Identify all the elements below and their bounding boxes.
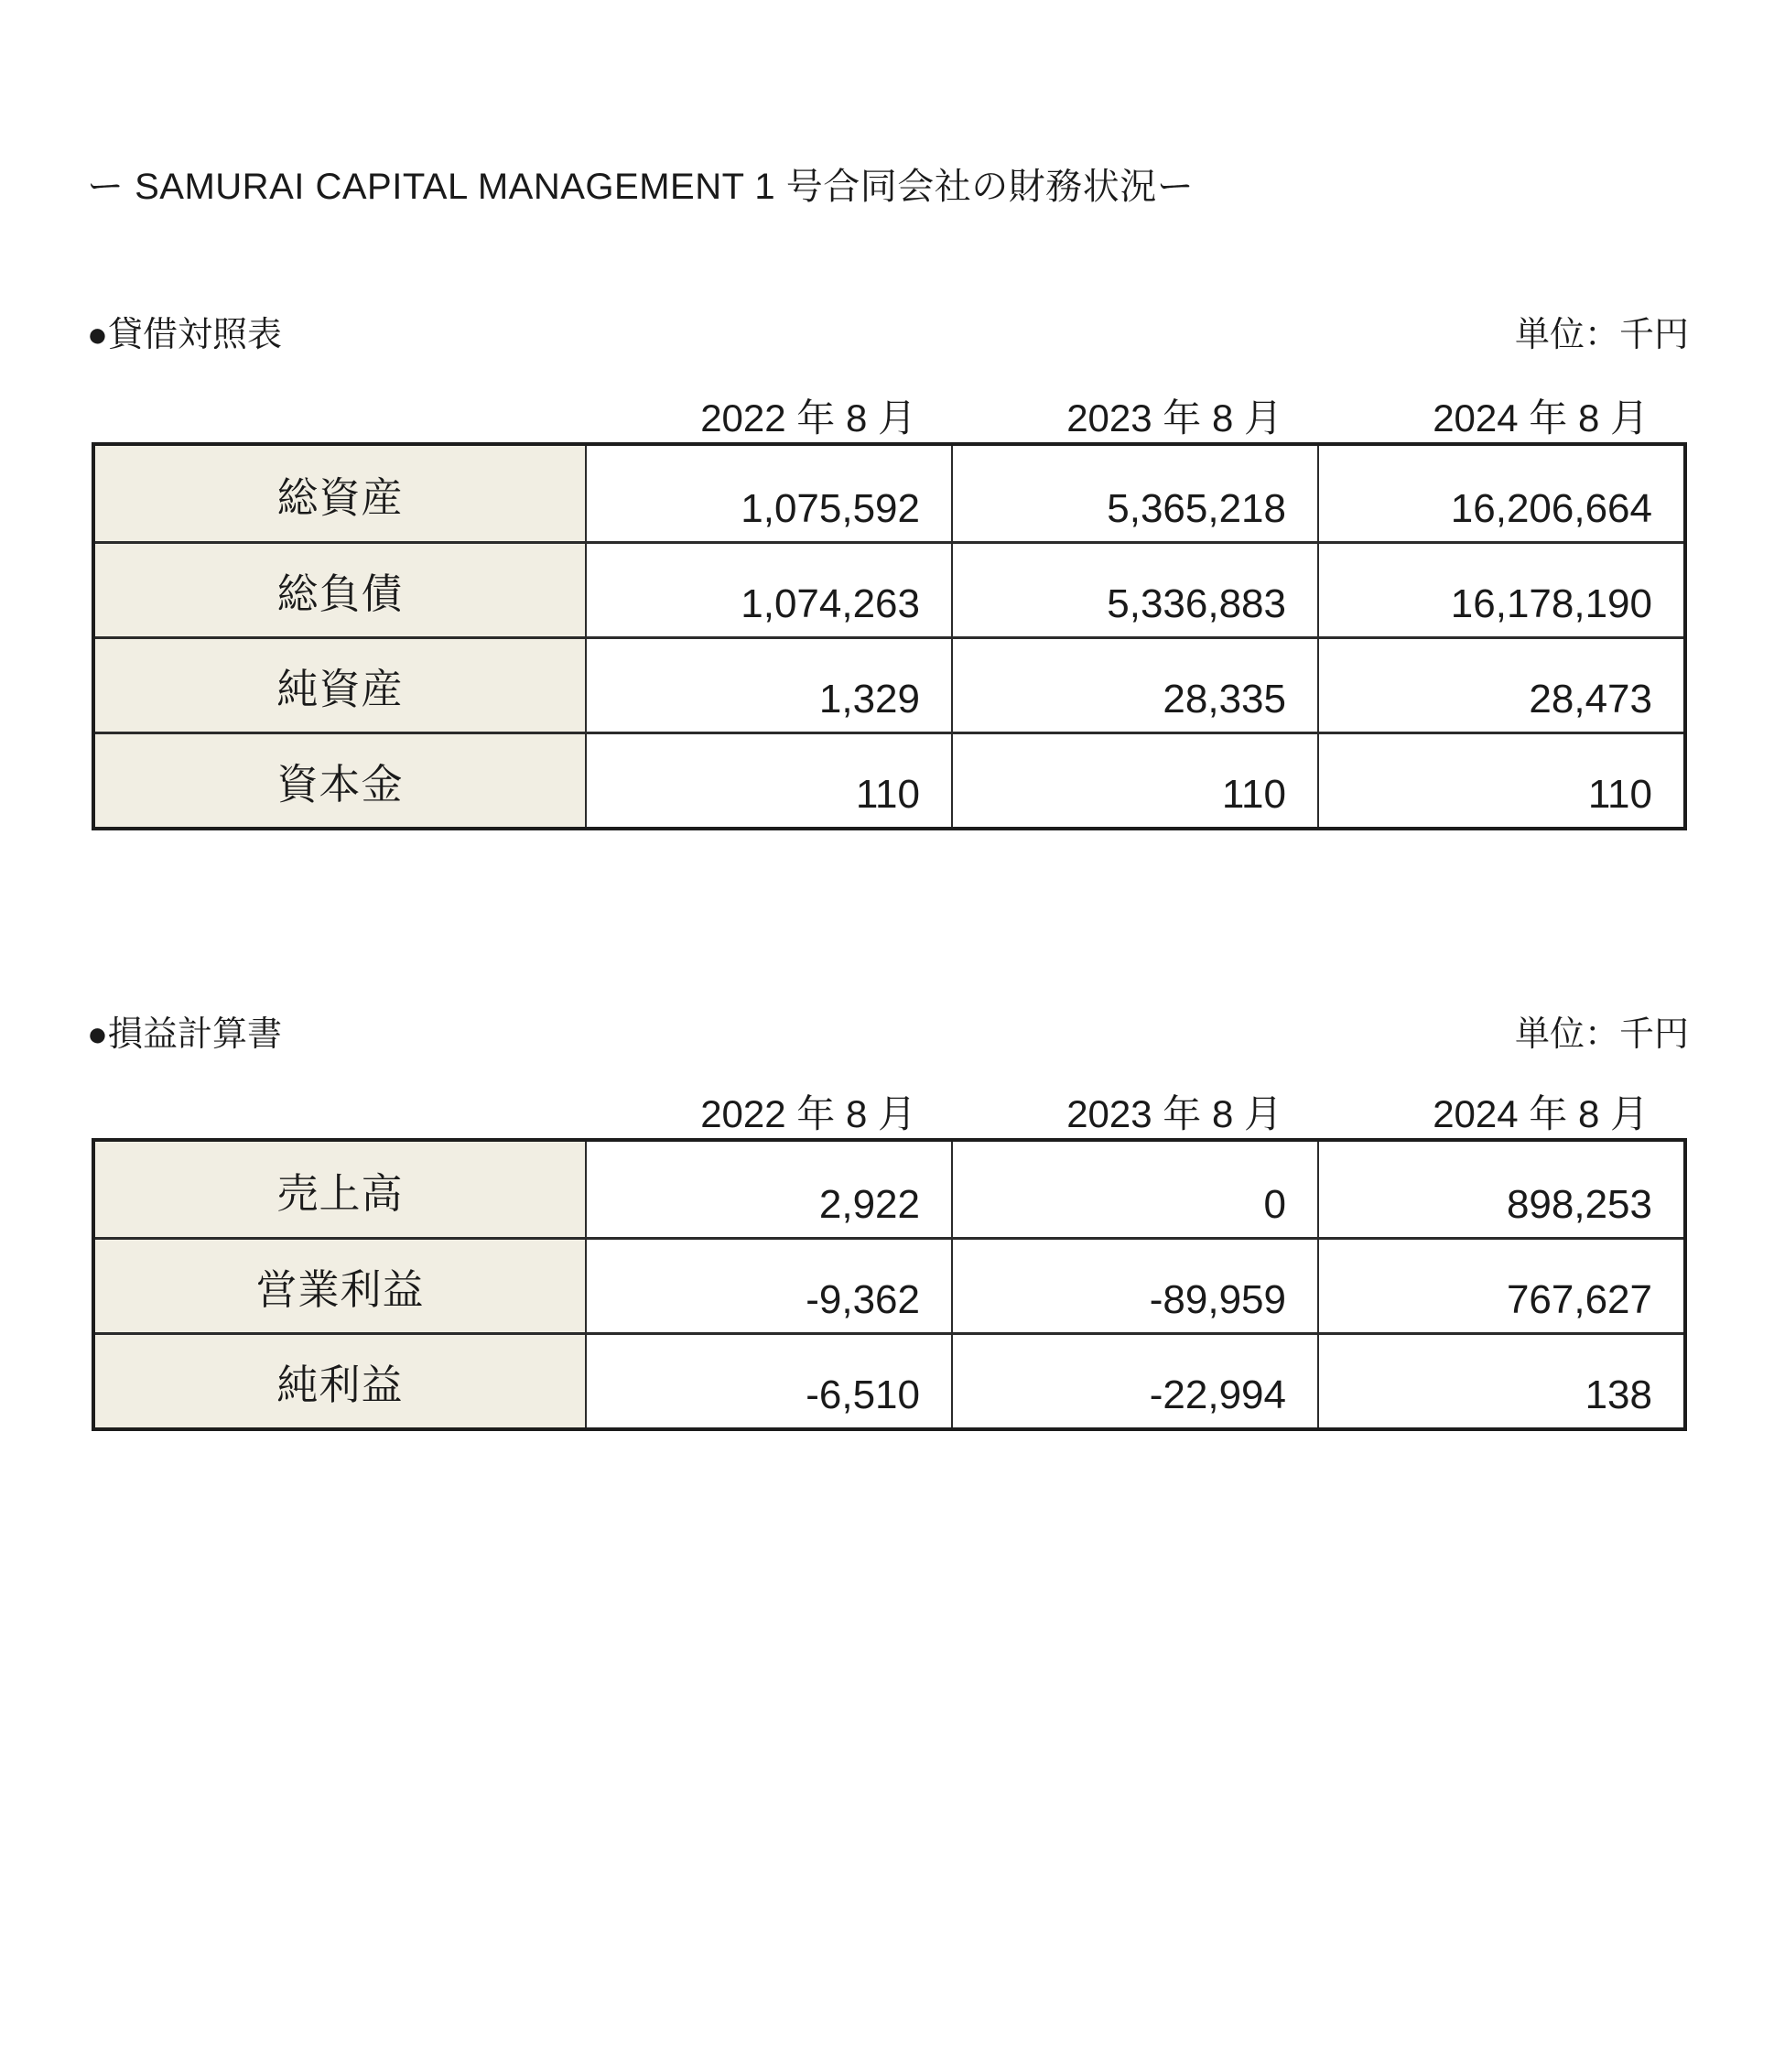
operating-profit-value-2024: 767,627 [1317, 1237, 1683, 1332]
income-statement-table [92, 1138, 1687, 1431]
net-profit-value-2024: 138 [1317, 1332, 1683, 1427]
total-liabilities-value-2024: 16,178,190 [1317, 541, 1683, 636]
net-assets-value-2022: 1,329 [585, 636, 951, 732]
balance-sheet-unit-label: 単位：千円 [1514, 316, 1689, 354]
total-assets-value-2023: 5,365,218 [951, 446, 1317, 541]
column-header-2023: 2023 年 8 月 [1066, 1092, 1282, 1135]
operating-profit-value-2023: -89,959 [951, 1237, 1317, 1332]
capital-label: 資本金 [95, 732, 585, 827]
balance-sheet-table [92, 442, 1687, 830]
net-profit-label: 純利益 [95, 1332, 585, 1427]
operating-profit-value-2022: -9,362 [585, 1237, 951, 1332]
balance-sheet-section-label: ●貸借対照表 [87, 316, 282, 354]
net-assets-label: 純資産 [95, 636, 585, 732]
net-assets-value-2023: 28,335 [951, 636, 1317, 732]
revenue-value-2023: 0 [951, 1142, 1317, 1237]
revenue-value-2022: 2,922 [585, 1142, 951, 1237]
net-profit-value-2022: -6,510 [585, 1332, 951, 1427]
income-statement-section-label: ●損益計算書 [87, 1015, 282, 1054]
column-header-spacer [95, 388, 585, 443]
income-statement-section-bar [87, 1005, 1689, 1056]
column-header-2023: 2023 年 8 月 [1066, 396, 1282, 439]
income-statement-column-headers [95, 1084, 1683, 1139]
total-liabilities-label: 総負債 [95, 541, 585, 636]
total-assets-value-2022: 1,075,592 [585, 446, 951, 541]
total-assets-value-2024: 16,206,664 [1317, 446, 1683, 541]
column-header-2024: 2024 年 8 月 [1433, 396, 1649, 439]
page-title: ー SAMURAI CAPITAL MANAGEMENT 1 号合同会社の財務状況ー [87, 167, 1195, 207]
income-statement-unit-label: 単位：千円 [1514, 1015, 1689, 1054]
column-header-2022: 2022 年 8 月 [700, 1092, 916, 1135]
operating-profit-label: 営業利益 [95, 1237, 585, 1332]
column-header-2024: 2024 年 8 月 [1433, 1092, 1649, 1135]
net-assets-value-2024: 28,473 [1317, 636, 1683, 732]
capital-value-2024: 110 [1317, 732, 1683, 827]
column-header-spacer [95, 1084, 585, 1139]
revenue-label: 売上高 [95, 1142, 585, 1237]
total-assets-label: 総資産 [95, 446, 585, 541]
balance-sheet-section-bar [87, 306, 1689, 356]
net-profit-value-2023: -22,994 [951, 1332, 1317, 1427]
capital-value-2023: 110 [951, 732, 1317, 827]
revenue-value-2024: 898,253 [1317, 1142, 1683, 1237]
total-liabilities-value-2023: 5,336,883 [951, 541, 1317, 636]
capital-value-2022: 110 [585, 732, 951, 827]
column-header-2022: 2022 年 8 月 [700, 396, 916, 439]
balance-sheet-column-headers [95, 388, 1683, 443]
total-liabilities-value-2022: 1,074,263 [585, 541, 951, 636]
